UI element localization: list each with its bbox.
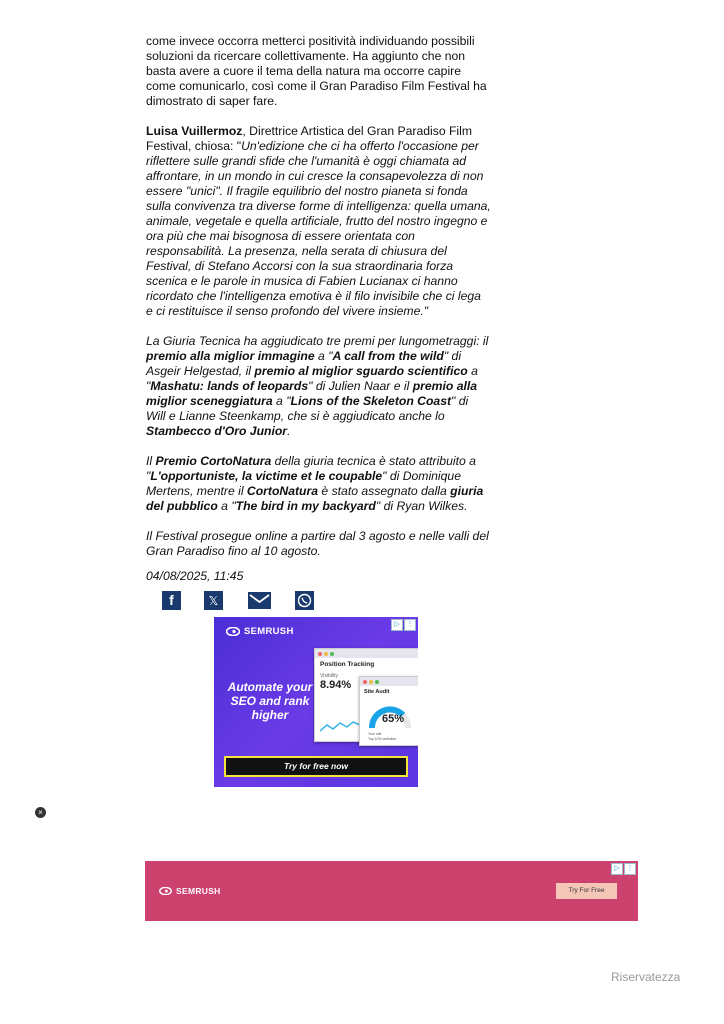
card-label: Visibility [320, 673, 338, 679]
bold-text: premio alla miglior sceneggiatura [146, 379, 478, 408]
ad-choices[interactable] [391, 619, 416, 631]
text: a " [217, 499, 236, 513]
bold-text: premio al miglior sguardo scientifico [254, 364, 468, 378]
try-for-free-button[interactable]: Try For Free [556, 883, 617, 899]
visibility-value: 8.94% [320, 679, 352, 691]
paragraph-4 [146, 454, 491, 514]
text: " di Asgeir Helgestad, il [146, 349, 462, 378]
bold-text: giuria del pubblico [146, 484, 484, 513]
facebook-share-button[interactable] [162, 591, 181, 610]
adchoices-icon[interactable]: ▷ [391, 619, 403, 631]
bold-text: CortoNatura [246, 484, 319, 498]
person-name: Luisa Vuillermoz [146, 124, 243, 138]
text: La Giuria Tecnica ha aggiudicato tre premi per lungometraggi: il [146, 334, 489, 348]
ad-choices[interactable] [611, 863, 636, 875]
text: Il [146, 454, 156, 468]
publish-date: 04/08/2025, 11:45 [146, 569, 244, 583]
legend-item: Your site [368, 732, 382, 736]
email-icon [248, 592, 271, 609]
bold-text: premio alla miglior immagine [146, 349, 315, 363]
brand-name: SEMRUSH [176, 886, 221, 896]
text: a " [146, 364, 478, 393]
bold-text: Lions of the Skeleton Coast [290, 394, 452, 408]
audit-value: 65% [382, 713, 405, 725]
semrush-bottom-ad[interactable] [145, 861, 638, 921]
close-ad-button[interactable]: × [35, 807, 46, 818]
x-share-button[interactable] [204, 591, 223, 610]
bold-text: A call from the wild [332, 349, 444, 363]
paragraph-5: Il Festival prosegue online a partire dal 3 agosto e nelle valli del Gran Paradiso fino al 10 agosto. [146, 529, 489, 558]
ad-menu-icon[interactable]: ⋮ [624, 863, 636, 875]
trend-line [320, 719, 360, 735]
bold-text: Stambecco d'Oro Junior [146, 424, 288, 438]
semrush-logo [226, 626, 294, 637]
card-title: Position Tracking [320, 661, 375, 668]
whatsapp-icon [295, 591, 314, 610]
bold-text: Premio CortoNatura [155, 454, 272, 468]
audit-legend [368, 732, 396, 742]
brand-name: SEMRUSH [244, 626, 294, 637]
bold-text: L'opportuniste, la victime et le coupable [150, 469, 383, 483]
privacy-link[interactable]: Riservatezza [611, 970, 681, 984]
adchoices-icon[interactable]: ▷ [611, 863, 623, 875]
ad-headline: Automate your SEO and rank higher [227, 680, 313, 722]
bold-text: The bird in my backyard [235, 499, 376, 513]
try-free-button[interactable]: Try for free now [224, 756, 408, 777]
quote: Un'edizione che ci ha offerto l'occasione per riflettere sulle grandi sfide che l'umanità è oggi chiamata ad affrontare, in un mondo in cui cresce la consapevolezza di non essere "unici". Il fragile equilibrio del nostro pianeta si fonda sulla convivenza tra diverse forme di intelligenza: quella umana, animale, vegetale e quella artificiale, frutto del nostro ingegno e ora più che mai bisognosa di essere orientata con responsabilità. La presenza, nella serata di chiusura del Festival, di Stefano Accorsi con la sua straordinaria forza scenica e le parole in musica di Fabien Lucianax ci hanno ricordato che l'intelligenza emotiva è il filo invisibile che ci lega e ci restituisce il senso profondo del vivere insieme." [146, 139, 491, 318]
article-body [146, 34, 491, 574]
facebook-icon: f [169, 592, 174, 608]
email-share-button[interactable] [248, 591, 271, 610]
text: a " [314, 349, 333, 363]
legend-item: Top 10% websites [368, 737, 397, 741]
x-icon: 𝕏 [208, 593, 219, 608]
paragraph-3 [146, 334, 491, 439]
semrush-logo [159, 886, 221, 896]
bold-text: Mashatu: lands of leopards [150, 379, 309, 393]
person-role: , Direttrice Artistica del Gran Paradiso Film Festival, chiosa: " [146, 124, 473, 153]
ad-menu-icon[interactable]: ⋮ [404, 619, 416, 631]
site-audit-card [359, 676, 418, 746]
text: . [287, 424, 291, 438]
text: " di Ryan Wilkes. [375, 499, 468, 513]
paragraph-1: come invece occorra metterci positività individuando possibili soluzioni da ricercare collettivamente. Ha aggiunto che non basta avere a cuore il tema della natura ma occorre capire come comunicarlo, così come il Gran Paradiso Film Festival ha dimostrato di saper fare. [146, 34, 487, 108]
text: della giuria tecnica è stato attribuito a " [146, 454, 476, 483]
text: " di Will e Lianne Steenkamp, che si è aggiudicato anche lo [146, 394, 469, 423]
text: è stato assegnato dalla [318, 484, 451, 498]
semrush-flame-icon [226, 627, 240, 636]
whatsapp-share-button[interactable] [295, 591, 314, 610]
paragraph-2 [146, 124, 491, 319]
text: a " [272, 394, 291, 408]
text: " di Julien Naar e il [308, 379, 413, 393]
semrush-ad-banner[interactable] [214, 617, 418, 787]
semrush-flame-icon [159, 887, 172, 895]
card-title: Site Audit [364, 689, 390, 695]
text: " di Dominique Mertens, mentre il [146, 469, 461, 498]
